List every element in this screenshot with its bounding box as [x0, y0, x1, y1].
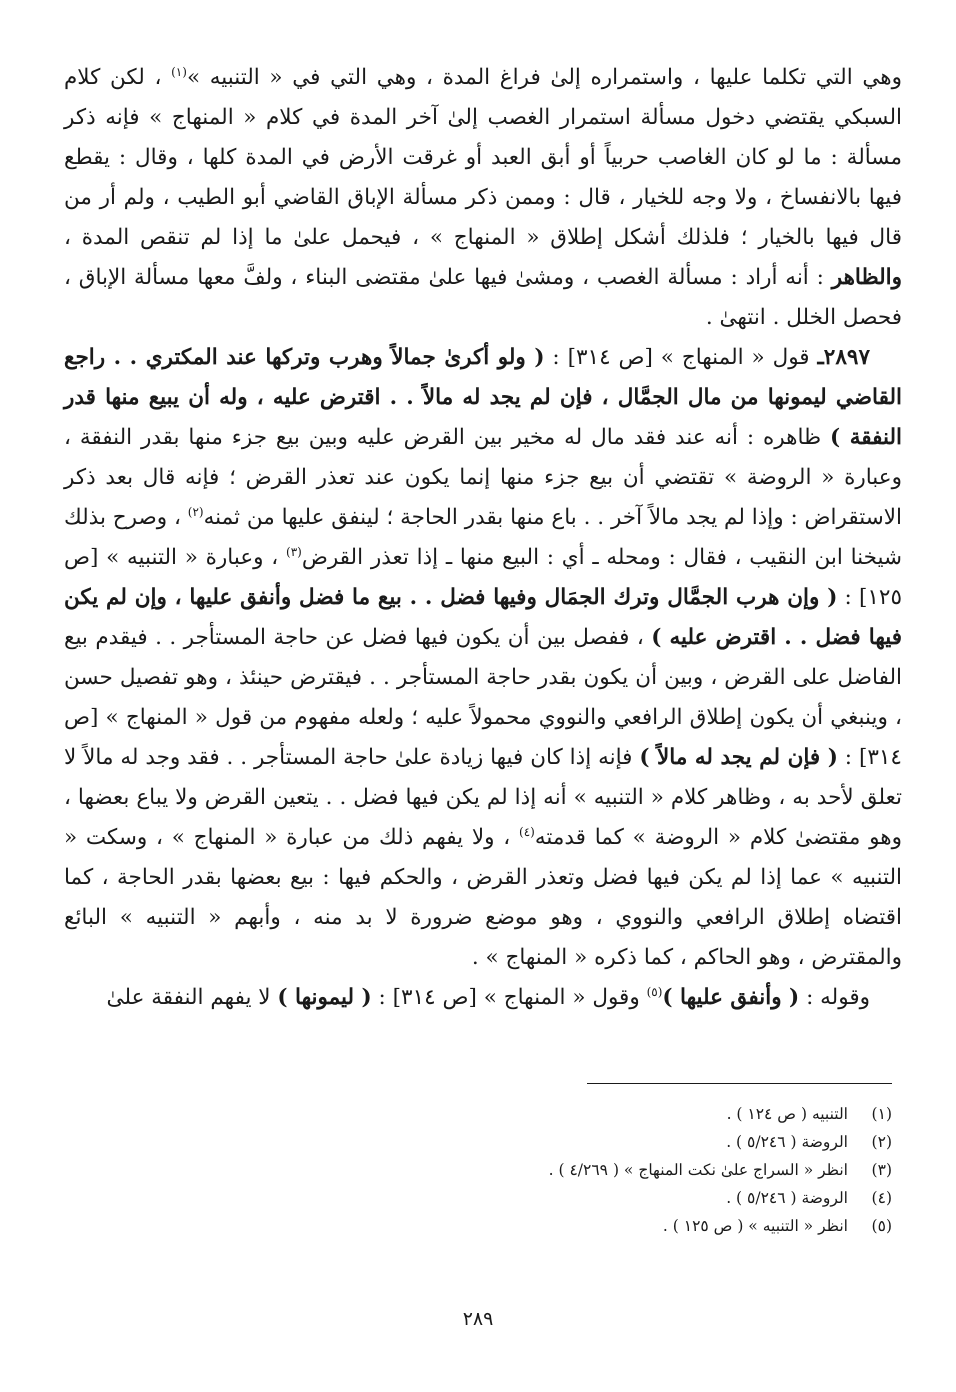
- footnote-number: (٤): [871, 1189, 892, 1207]
- text-run: ، ولا يفهم ذلك من عبارة « المنهاج » ، وسكت « التنبيه » عما إذا لم يكن فيها فضل وتعذر القرض ، والحكم فيها : بيع بعضها بقدر الحاجة ، كما اقتضاه إطلاق الرافعي والنووي ، وهو موضع ضرورة لا بد منه ، وأبهم « التنبيه » البائع والمقترض ، وهو الحاكم ، كما ذكره « المنهاج » .: [64, 825, 902, 970]
- text-run: لا يفهم النفقة علىٰ: [106, 985, 278, 1010]
- text-run: وهي التي تكلما عليها ، واستمراره إلىٰ فراغ المدة ، وهي التي في « التنبيه »: [186, 65, 902, 90]
- footnotes: [252, 1100, 892, 1240]
- bold-run: والظاهر: [831, 265, 902, 290]
- footnote-number: (١): [871, 1105, 892, 1123]
- text-run: ، وعبارة « التنبيه » [ص ١٢٥] :: [64, 545, 902, 610]
- footnote-text: انظر « التنبيه » ( ص ١٢٥ ) .: [662, 1217, 848, 1235]
- footnote-number: (٥): [871, 1217, 892, 1235]
- text-run: ، وصرح بذلك شيخنا ابن النقيب ، فقال : ومحله ـ أي : البيع منها ـ إذا تعذر القرض: [64, 505, 902, 570]
- text-run: قول « المنهاج » [ص ٣١٤] :: [544, 345, 818, 370]
- page-number: ٢٨٩: [462, 1308, 494, 1330]
- footnote-ref: (٥): [646, 984, 663, 999]
- footnote-ref: (٤): [519, 824, 535, 839]
- bold-run: ( وأنفق عليها ): [662, 985, 800, 1010]
- paragraph-p-qawluhu: [64, 978, 902, 1018]
- main-text: [64, 58, 902, 1018]
- bold-run: ٢٨٩٧ـ: [817, 345, 870, 370]
- footnote-text: الروضة ( ٥/٢٤٦ ) .: [726, 1189, 848, 1207]
- footnote-text: التنبيه ( ص ١٢٤ ) .: [726, 1105, 848, 1123]
- footnote: [252, 1184, 892, 1212]
- bold-run: ( ولو أكرىٰ جمالاً وهرب وتركها عند المكتري . . راجع القاضي ليمونها من مال الجمَّال ، فإن لم يجد له مالاً . . اقترض عليه ، وله أن يبيع منها قدر النفقة ): [64, 345, 902, 450]
- text-run: ، ففصل بين أن يكون فيها فضل عن حاجة المستأجر . . فيقدم بيع الفاضل على القرض ، وبين أن يكون بقدر حاجة المستأجر . . فيقترض حينئذ ، وهو تفصيل حسن ، وينبغي أن يكون إطلاق الرافعي والنووي محمولاً عليه ؛ ولعله مفهوم من قول « المنهاج » [ص ٣١٤] :: [64, 625, 902, 770]
- paragraph-p-sobki: [64, 58, 902, 338]
- footnote-ref: (٢): [187, 504, 204, 519]
- bold-run: ( ليمونها ): [277, 985, 372, 1010]
- footnote-number: (٣): [871, 1161, 892, 1179]
- text-run: ، لكن كلام السبكي يقتضي دخول مسألة استمرار الغصب إلىٰ آخر المدة في كلام « المنهاج » فإنه ذكر مسألة : ما لو كان الغاصب حربياً أو أبق العبد أو غرقت الأرض في المدة كلها ، وقال : يقطع فيها بالانفساخ ، ولا وجه للخيار ، قال : وممن ذكر مسألة الإباق القاضي أبو الطيب ، ولم أر من قال فيها بالخيار ؛ فلذلك أشكل إطلاق « المنهاج » ، فيحمل علىٰ ما إذا لم تنقص المدة ،: [64, 65, 902, 250]
- text-run: وقول « المنهاج » [ص ٣١٤] :: [371, 985, 647, 1010]
- paragraph-p-2897: [64, 338, 902, 978]
- footnote: [252, 1100, 892, 1128]
- text-run: فإنه إذا كان فيها زيادة علىٰ حاجة المستأجر . . فقد وجد له مالاً لا تعلق لأحد به ، وظاهر كلام « التنبيه » أنه إذا لم يكن فيها فضل . . يتعين القرض ولا يباع بعضها ، وهو مقتضىٰ كلام « الروضة » كما قدمته: [64, 745, 902, 850]
- footnote-text: الروضة ( ٥/٢٤٦ ) .: [726, 1133, 848, 1151]
- text-run: : أنه أراد : مسألة الغصب ، ومشىٰ فيها علىٰ مقتضى البناء ، ولفَّ معها مسألة الإباق ، فحصل الخلل . انتهىٰ .: [64, 265, 902, 330]
- footnote-ref: (٣): [286, 544, 302, 559]
- footnote: [252, 1128, 892, 1156]
- footnote-number: (٢): [871, 1133, 892, 1151]
- bold-run: ( وإن هرب الجمَّال وترك الجمَال وفيها فضل . . بيع ما فضل وأنفق عليها ، وإن لم يكن فيها فضل . . اقترض عليه ): [64, 585, 902, 650]
- footnote: [252, 1212, 892, 1240]
- text-run: وقوله :: [799, 985, 870, 1010]
- footnote-ref: (١): [171, 64, 187, 79]
- text-run: ظاهره : أنه عند فقد مال له مخير بين القرض عليه وبين بيع جزء منها بقدر النفقة ، وعبارة « الروضة » تقتضي أن بيع جزء منها إنما يكون عند تعذر القرض ؛ فإنه قال بعد ذكر الاستقراض : وإذا لم يجد مالاً آخر . . باع منها بقدر الحاجة ؛ لينفق عليها من ثمنه: [64, 425, 902, 530]
- footnote-text: انظر « السراج علىٰ نكت المنهاج » ( ٤/٢٦٩ ) .: [548, 1161, 848, 1179]
- footnote-separator: [587, 1083, 892, 1084]
- bold-run: ( فإن لم يجد له مالاً ): [639, 745, 838, 770]
- footnote: [252, 1156, 892, 1184]
